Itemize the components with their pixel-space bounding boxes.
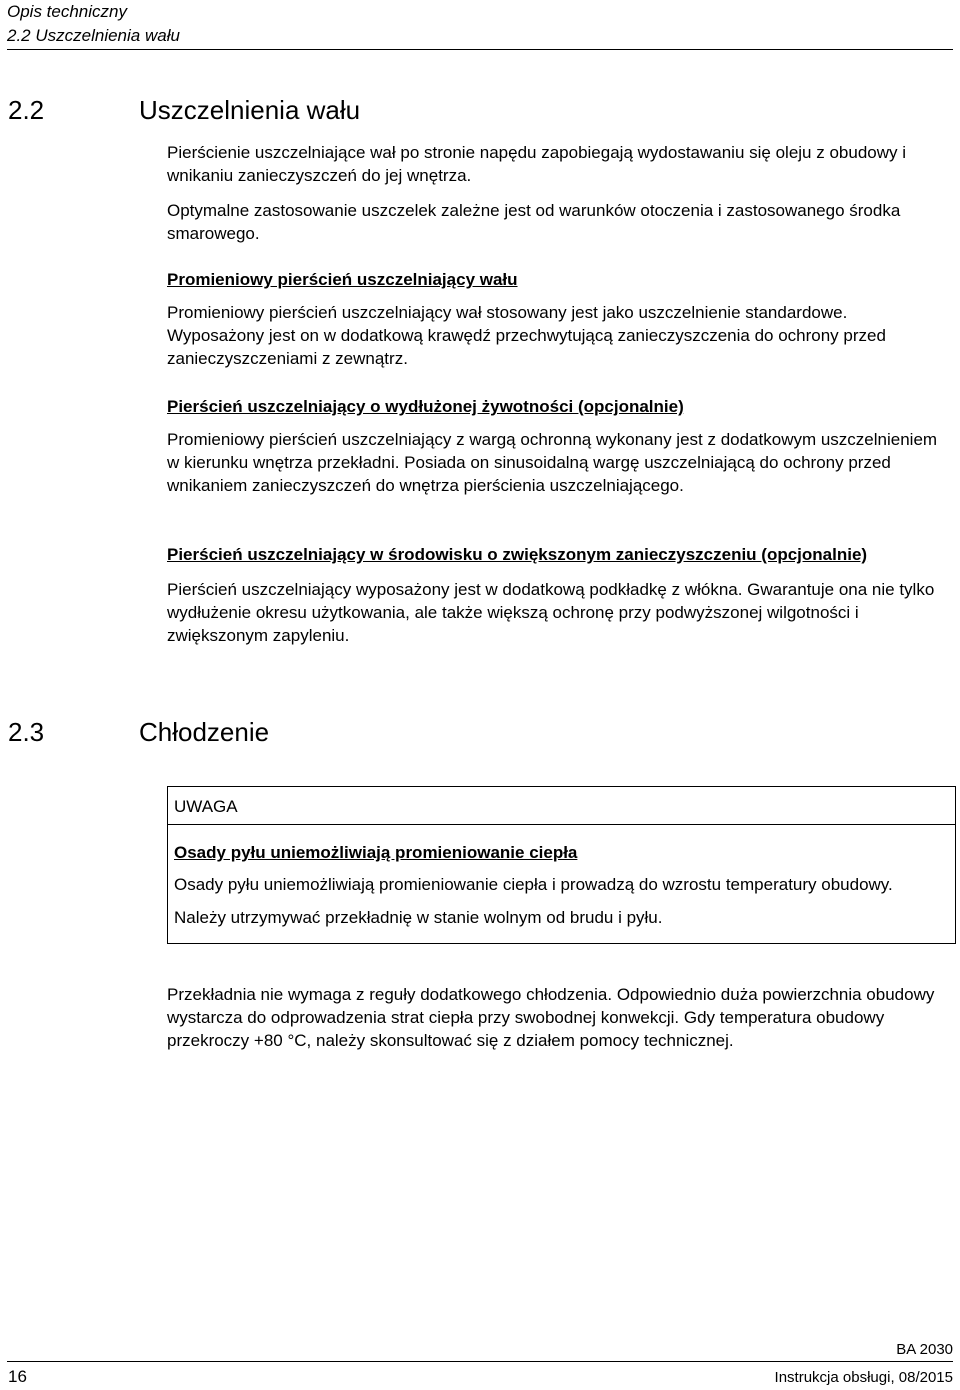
running-header-section: 2.2 Uszczelnienia wału [7, 26, 180, 45]
paragraph: Przekładnia nie wymaga z reguły dodatkowego chłodzenia. Odpowiednio duża powierzchnia obudowy wystarcza do odprowadzenia strat ciepła przy swobodnej konwekcji. Gdy temperatura obudowy przekroczy +80 °C, należy skonsultować się z działem pomocy technicznej. [167, 985, 935, 1050]
subheading: Pierścień uszczelniający w środowisku o zwiększonym zanieczyszczeniu (opcjonalnie) [167, 545, 868, 564]
subheading: Promieniowy pierścień uszczelniający wału [167, 270, 518, 289]
notice-box [167, 786, 956, 944]
footer-page-number: 16 [8, 1367, 27, 1386]
section-number: 2.3 [8, 717, 45, 747]
footer-divider [7, 1361, 953, 1362]
footer-doc-title: Instrukcja obsługi, 08/2015 [774, 1369, 953, 1386]
section-heading-2-2 [8, 95, 360, 126]
paragraph: Optymalne zastosowanie uszczelek zależne jest od warunków otoczenia i zastosowanego środka smarowego. [167, 201, 901, 243]
subheading: Pierścień uszczelniający o wydłużonej żywotności (opcjonalnie) [167, 397, 684, 416]
paragraph: Promieniowy pierścień uszczelniający z wargą ochronną wykonany jest z dodatkowym uszczelnieniem w kierunku wnętrza przekładni. Posiada on sinusoidalną wargę uszczelniającą do ochrony przed wnikaniem zanieczyszczeń do wnętrza pierścienia uszczelniającego. [167, 430, 938, 495]
notice-label: UWAGA [168, 787, 955, 825]
notice-text: Osady pyłu uniemożliwiają promieniowanie ciepła i prowadzą do wzrostu temperatury obudowy. [174, 875, 893, 894]
notice-text: Należy utrzymywać przekładnię w stanie wolnym od brudu i pyłu. [174, 908, 663, 927]
section-heading-2-3 [8, 717, 269, 748]
notice-body [168, 841, 955, 929]
paragraph: Pierścień uszczelniający wyposażony jest w dodatkową podkładkę z włókna. Gwarantuje ona nie tylko wydłużenie okresu użytkowania, ale także większą ochronę przy podwyższonej wilgotności i zwiększonym zapyleniu. [167, 580, 935, 645]
section-title: Uszczelnienia wału [139, 95, 361, 125]
paragraph: Pierścienie uszczelniające wał po stronie napędu zapobiegają wydostawaniu się oleju z obudowy i wnikaniu zanieczyszczeń do jej wnętrza. [167, 143, 907, 185]
paragraph: Promieniowy pierścień uszczelniający wał stosowany jest jako uszczelnienie standardowe. Wyposażony jest on w dodatkową krawędź przechwytującą zanieczyszczenia do ochrony przed zanieczyszczeniami z zewnątrz. [167, 303, 886, 368]
running-header [7, 0, 953, 50]
section-number: 2.2 [8, 95, 45, 125]
section-title: Chłodzenie [139, 717, 270, 747]
notice-subheading: Osady pyłu uniemożliwiają promieniowanie ciepła [174, 843, 578, 862]
running-header-chapter: Opis techniczny [7, 2, 127, 21]
footer-doc-code: BA 2030 [896, 1341, 953, 1358]
